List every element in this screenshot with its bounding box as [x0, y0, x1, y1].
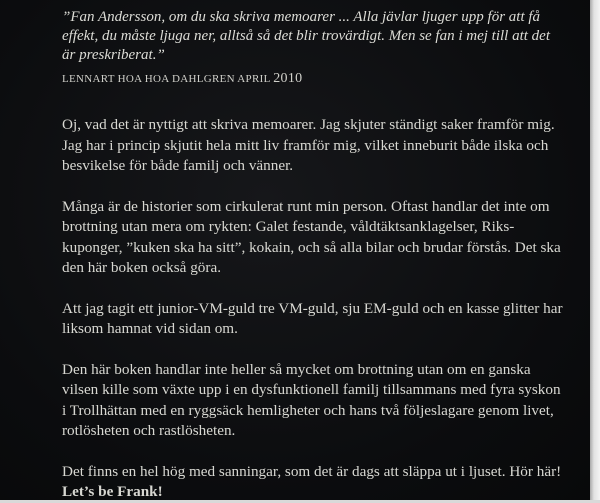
epigraph-quote: ”Fan Andersson, om du ska skriva memoarer ... Alla jävlar ljuger upp för att få effekt, du måste ljuga ner, alltså så det blir trovärdigt. Men se fan i mej till att det är preskriberat.” — [62, 9, 551, 63]
paragraph-4: Den här boken handlar inte heller så mycket om brottning utan om en ganska vilsen kille som växte upp i en dysfunktionell familj tillsammans med fyra syskon i Trollhättan med en ryggsäck hemligheter och hans två följeslagare genom livet, rotlösheten och rastlösheten. — [62, 360, 561, 439]
paragraph-2: Många är de historier som cirkulerat runt min person. Oftast handlar det inte om brottning utan mera om rykten: Galet festande, våldtäktsanklagelser, Riks-kuponger, ”kuken ska ha sitt”, kokain, och så alla bilar och brudar förstås. Det ska den här boken också göra. — [62, 197, 561, 276]
closing-line: Let’s be Frank! — [62, 483, 163, 500]
quote-attribution — [62, 71, 567, 87]
attribution-year: 2010 — [273, 71, 303, 86]
paragraph-1: Oj, vad det är nyttigt att skriva memoarer. Jag skjuter ständigt saker framför mig. Jag har i princip skjutit hela mitt liv framför mig, vilket inneburit både ilska och besvikelse för både familj och vänner. — [62, 116, 555, 174]
paragraph-3: Att jag tagit ett junior-VM-guld tre VM-guld, sju EM-guld och en kasse glitter har liksom hamnat vid sidan om. — [62, 299, 563, 337]
attribution-name: LENNART HOA HOA DAHLGREN APRIL — [62, 73, 271, 85]
paragraph-5 — [62, 462, 567, 503]
page-edge — [590, 0, 600, 500]
cover-text — [62, 8, 567, 503]
paragraph-5-text: Det finns en hel hög med sanningar, som det är dags att släppa ut i ljuset. Hör här! — [62, 462, 562, 480]
